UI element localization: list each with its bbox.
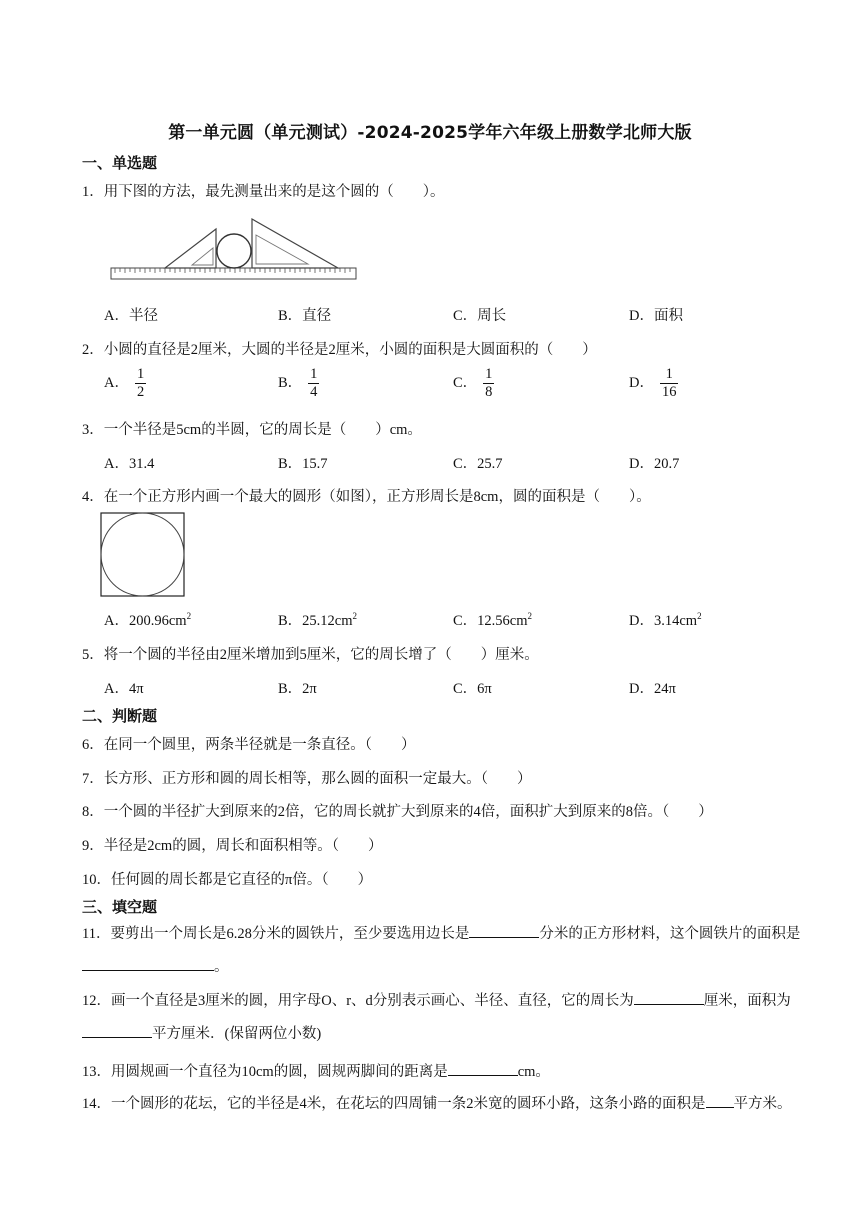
fraction: $\frac{1}{2}$ xyxy=(136,366,145,400)
section-heading-single-choice: 一、单选题 xyxy=(82,154,158,172)
option-a[interactable]: A．半径 xyxy=(104,308,158,324)
option-a[interactable]: A．$200.96cm^2$ xyxy=(104,611,192,629)
question-12: 12．画一个直径是3厘米的圆，用字母O、r、d分别表示画心、半径、直径，它的周长为 厘米，面积为平方厘米．(保留两位小数) xyxy=(82,985,812,1051)
answer-blank[interactable] xyxy=(469,923,539,938)
option-b[interactable]: B．直径 xyxy=(278,308,332,324)
question-10: 10．任何圆的周长都是它直径的π倍。（ ） xyxy=(82,872,373,888)
option-d[interactable]: D． $\frac{1}{16}$ xyxy=(629,366,677,400)
option-d[interactable]: D．$3.14cm^2$ xyxy=(629,611,702,629)
square-circle-figure xyxy=(100,512,186,598)
option-c[interactable]: C．25.7 xyxy=(453,456,503,472)
question-3-options xyxy=(104,452,804,482)
question-14: 14．一个圆形的花坛，它的半径是4米，在花坛的四周铺一条2米宽的圆环小路，这条小路的面积是 平方米。 xyxy=(82,1088,812,1121)
answer-blank[interactable] xyxy=(82,956,214,971)
option-c[interactable]: C．周长 xyxy=(453,308,507,324)
question-1: 1．用下图的方法，最先测量出来的是这个圆的（ ）。 xyxy=(82,184,445,200)
option-c[interactable]: C．6π xyxy=(453,681,492,697)
option-d[interactable]: D．20.7 xyxy=(629,456,680,472)
question-9: 9．半径是2cm的圆，周长和面积相等。（ ） xyxy=(82,838,383,854)
question-2: 2．小圆的直径是2厘米，大圆的半径是2厘米，小圆的面积是大圆面积的（ ） xyxy=(82,342,597,358)
option-d[interactable]: D．面积 xyxy=(629,308,683,324)
section-heading-fill-blank: 三、填空题 xyxy=(82,898,158,916)
question-5: 5．将一个圆的半径由2厘米增加到5厘米，它的周长增了（ ）厘米。 xyxy=(82,647,539,663)
fraction: $\frac{1}{4}$ xyxy=(310,366,318,400)
option-a[interactable]: A．31.4 xyxy=(104,456,155,472)
question-4: 4．在一个正方形内画一个最大的圆形（如图），正方形周长是8cm，圆的面积是（ ）。 xyxy=(82,489,651,505)
page-title: 第一单元圆（单元测试）-2024-2025学年六年级上册数学北师大版 xyxy=(168,123,692,143)
answer-blank[interactable] xyxy=(82,1023,152,1038)
question-5-options xyxy=(104,677,804,707)
ruler-triangles-figure xyxy=(110,215,360,283)
question-8: 8．一个圆的半径扩大到原来的2倍，它的周长就扩大到原来的4倍，面积扩大到原来的8倍。（ ） xyxy=(82,804,713,820)
option-b[interactable]: B．15.7 xyxy=(278,456,328,472)
option-c[interactable]: C．$12.56cm^2$ xyxy=(453,611,533,629)
answer-blank[interactable] xyxy=(706,1093,734,1108)
option-b[interactable]: B．$25.12cm^2$ xyxy=(278,611,358,629)
question-11: 11．要剪出一个周长是6.28分米的圆铁片，至少要选用边长是 分米的正方形材料，这个圆铁片的面积是。 xyxy=(82,918,812,984)
option-a[interactable]: A． $\frac{1}{2}$ xyxy=(104,366,145,400)
option-b[interactable]: B．2π xyxy=(278,681,317,697)
fraction: $\frac{1}{8}$ xyxy=(485,366,493,400)
option-c[interactable]: C． $\frac{1}{8}$ xyxy=(453,366,493,400)
fraction: $\frac{1}{16}$ xyxy=(661,366,677,400)
option-d[interactable]: D．24π xyxy=(629,681,676,697)
question-1-options xyxy=(104,304,804,334)
answer-blank[interactable] xyxy=(634,990,704,1005)
question-3: 3．一个半径是5cm的半圆，它的周长是（ ）cm。 xyxy=(82,422,422,438)
section-heading-true-false: 二、判断题 xyxy=(82,707,158,725)
question-13: 13．用圆规画一个直径为10cm的圆，圆规两脚间的距离是 cm。 xyxy=(82,1060,550,1081)
option-a[interactable]: A．4π xyxy=(104,681,144,697)
question-2-options xyxy=(104,366,804,410)
question-4-options xyxy=(104,609,804,639)
option-b[interactable]: B． $\frac{1}{4}$ xyxy=(278,366,318,400)
answer-blank[interactable] xyxy=(448,1061,518,1076)
question-7: 7．长方形、正方形和圆的周长相等，那么圆的面积一定最大。（ ） xyxy=(82,771,532,787)
question-6: 6．在同一个圆里，两条半径就是一条直径。（ ） xyxy=(82,737,416,753)
